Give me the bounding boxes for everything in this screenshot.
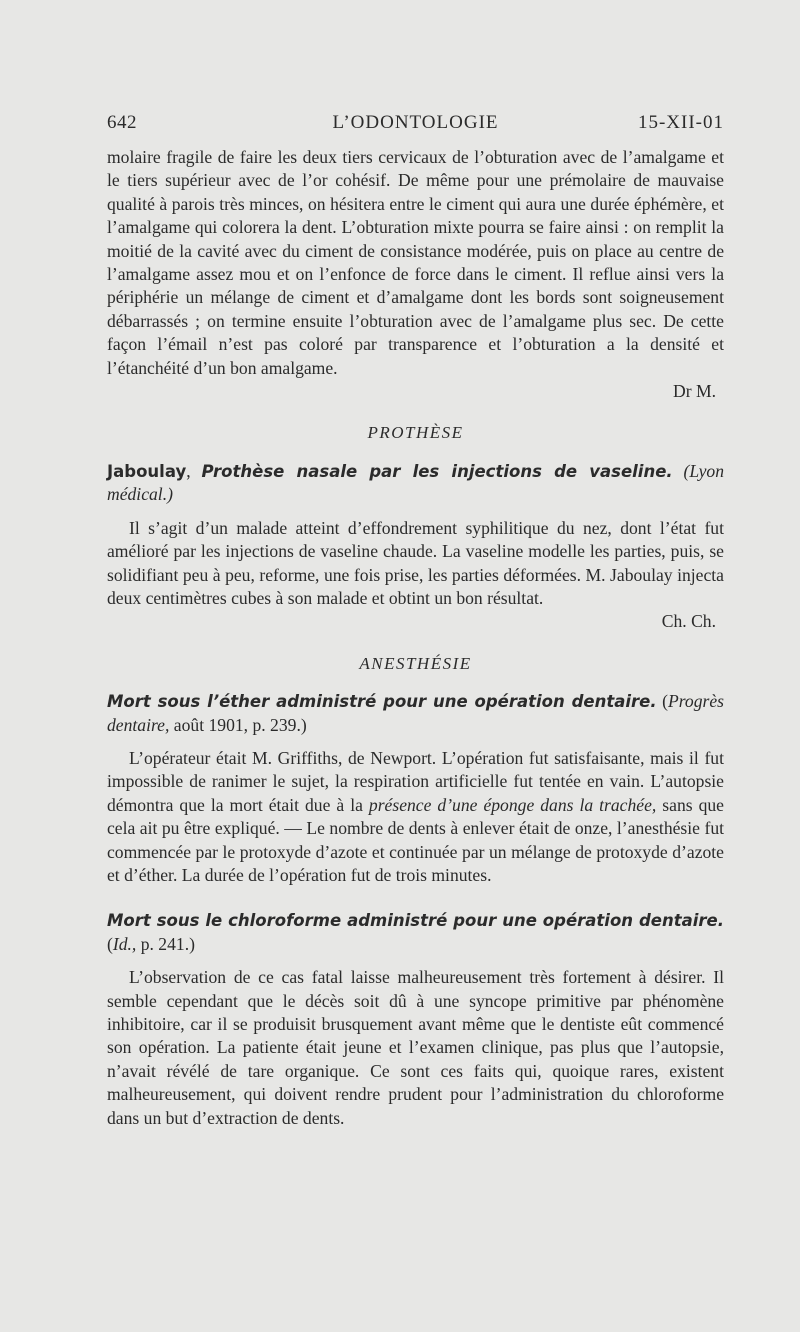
page-number: 642 bbox=[107, 112, 137, 133]
source-open: ( bbox=[107, 933, 113, 954]
source-open: ( bbox=[656, 691, 668, 712]
paragraph-italic: présence d’une éponge dans la trachée, bbox=[368, 794, 657, 815]
section-heading-prothese: PROTHÈSE bbox=[367, 423, 464, 443]
spacer bbox=[107, 737, 724, 747]
article-author: Jaboulay bbox=[107, 461, 187, 481]
article-signature: Ch. Ch. bbox=[661, 611, 716, 632]
article-source: (Lyon médical.) bbox=[107, 460, 724, 505]
running-header bbox=[107, 112, 724, 138]
article-heading-ether bbox=[107, 690, 724, 737]
spacer bbox=[107, 887, 724, 905]
article-title: Mort sous l’éther administré pour une opération dentaire. bbox=[107, 692, 657, 712]
section-heading-anesthesie: ANESTHÉSIE bbox=[359, 653, 472, 673]
article-paragraph-prothese: Il s’agit d’un malade atteint d’effondrement syphilitique du nez, dont l’état fut amélioré par les injections de vaseline chaude. La vaseline modelle les parties, puis, se solidifiant peu à peu, reforme, une fois prise, les parties déformées. M. Jaboulay injecta deux centimètres cubes à son malade et obtint un bon résultat. bbox=[107, 517, 724, 608]
journal-title: L’ODONTOLOGIE bbox=[332, 112, 499, 133]
article-heading-chloroforme bbox=[107, 909, 724, 956]
paragraph-text-2: sans que cela ait pu être expliqué. — Le nombre de dents à enlever était de onze, l’anesthésie fut commencée par le protoxyde d’azote et continuée par un mélange de protoxyde d’azote et d’éther. La durée de l’opération fut de trois minutes. bbox=[107, 794, 724, 885]
source-name: Id., bbox=[112, 933, 137, 954]
issue-date: 15-XII-01 bbox=[637, 112, 724, 133]
source-detail: p. 241.) bbox=[136, 933, 195, 954]
article-title: Mort sous le chloroforme administré pour une opération dentaire. bbox=[107, 911, 724, 931]
article-title: Prothèse nasale par les injections de vaseline. bbox=[201, 461, 673, 481]
article-paragraph-chloroforme: L’observation de ce cas fatal laisse malheureusement très fortement à désirer. Il semble cependant que le décès soit dû à une syncope primitive par phénomène inhibitoire, car il se produisit brusquement avant même que le dentiste eût commencé son opération. La patiente était jeune et l’examen clinique, pas plus que l’autopsie, n’avait révélé de tare organique. Ce sont ces faits qui, quoique rares, existent malheureusement, qui doivent rendre prudent pour l’administration du chloroforme dans un but d’extraction de dents. bbox=[107, 967, 724, 1128]
intro-signature: Dr M. bbox=[672, 381, 716, 402]
source-name: Progrès dentaire, bbox=[107, 691, 724, 735]
page-body bbox=[107, 146, 724, 1130]
author-separator: , bbox=[186, 460, 202, 481]
spacer bbox=[107, 956, 724, 966]
article-heading-prothese bbox=[107, 460, 724, 507]
article-paragraph-ether bbox=[107, 747, 724, 887]
paragraph-text-1: L’opérateur était M. Griffiths, de Newport. L’opération fut satisfaisante, mais il fut impossible de ranimer le sujet, la respiration artificielle fut tentée en vain. L’autopsie démontra que la mort était due à la bbox=[107, 747, 724, 815]
source-detail: août 1901, p. 239.) bbox=[169, 714, 307, 735]
intro-paragraph: molaire fragile de faire les deux tiers cervicaux de l’obturation avec de l’amalgame et le tiers supérieur avec de l’or cohésif. De même pour une prémolaire de mauvaise qualité à parois très minces, on hésitera entre le ciment qui aura une durée éphémère, et l’amalgame qui colorera la dent. L’obturation mixte pourra se faire ainsi : on remplit la moitié de la cavité avec du ciment de consistance modérée, puis on place au centre de l’amalgame assez mou et on l’enfonce de force dans le ciment. Il reflue ainsi vers la périphérie un mélange de ciment et d’amalgame dont les bords sont soigneusement débarrassés ; on termine ensuite l’obturation avec de l’amalgame plus sec. De cette façon l’émail n’est pas coloré par transparence et l’obturation a la densité et l’étanchéité d’un bon amalgame. bbox=[107, 147, 724, 378]
spacer bbox=[107, 507, 724, 517]
